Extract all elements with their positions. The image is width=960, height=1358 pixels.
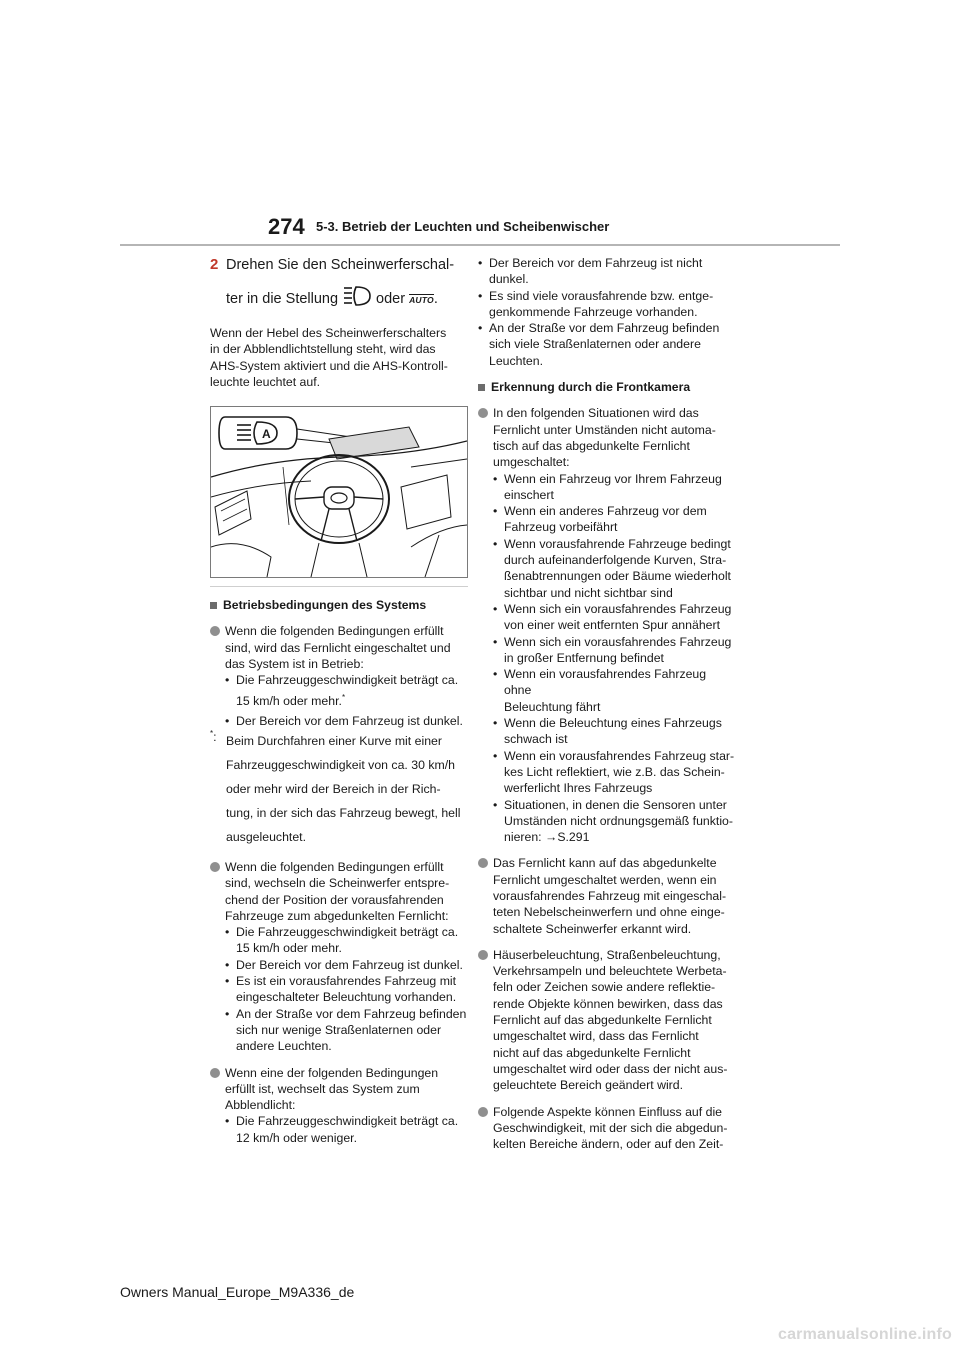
step-line-1: Drehen Sie den Scheinwerferschal- [226, 257, 455, 273]
list-item: • Wenn ein anderes Fahrzeug vor dem Fahrzeug vorbeifährt [493, 504, 707, 535]
camera-speed-note: Folgende Aspekte können Einfluss auf die Geschwindigkeit, mit der sich die abgedun- kelten Bereiche ändern, oder auf den Zeit- [478, 1104, 736, 1153]
left-column [210, 255, 468, 1146]
intro-paragraph: Wenn der Hebel des Scheinwerferschalters in der Abblendlichtstellung steht, wird das AHS-System aktiviert und die AHS-Kontroll- leuchte leuchtet auf. [210, 326, 448, 389]
bullet-circle-icon [478, 408, 488, 418]
bullet-circle-icon [478, 950, 488, 960]
camera-reflection-note: Häuserbeleuchtung, Straßenbeleuchtung, Verkehrsampeln und beleuchtete Werbeta- feln oder Zeichen sowie andere reflektie- rende Objekte können bewirken, dass das Fernlicht auf das abgedunkelte Fernlicht umgeschaltet wird, dass das Fernlicht nicht auf das abgedunkelte Fernlicht umgeschaltet wird oder dass der nicht aus- geleuchtete Bereich geändert wird. [478, 947, 736, 1094]
footnote: *: Beim Durchfahren einer Kurve mit einer Fahrzeuggeschwindigkeit von ca. 30 km/h oder mehr wird der Bereich in der Rich- tung, in der sich das Fahrzeug bewegt, hell ausgeleuchtet. [210, 728, 461, 844]
header-rule [120, 244, 840, 246]
list-item: • Der Bereich vor dem Fahrzeug ist dunkel. [225, 957, 463, 972]
list-item: • Wenn ein Fahrzeug vor Ihrem Fahrzeug einschert [493, 471, 722, 502]
condition-low-beam: Wenn eine der folgenden Bedingungen erfüllt ist, wechselt das System zum Abblendlicht: • Die Fahrzeuggeschwindigkeit beträgt ca. 12 km/h oder weniger. [210, 1065, 468, 1146]
illustration-rule [210, 586, 468, 587]
bullet-circle-icon [478, 858, 488, 868]
page-reference-link[interactable]: nieren: →S.291 [504, 830, 590, 845]
step-line-2: ter in die Stellung [226, 291, 339, 307]
condition-adaptive-high-beam: Wenn die folgenden Bedingungen erfüllt sind, wechseln die Scheinwerfer entspre- chend der Position der vorausfahrenden Fahrzeuge zum abgedunkelten Fernlicht: • Die Fahrzeuggeschwindigkeit beträgt ca. 15 km/h oder mehr. • Der Bereich vor dem Fahrzeug ist dunkel. • Es ist ein vorausfahrendes Fahrzeug mit eingeschalteter Beleuchtung vorhanden. • An der Straße vor dem Fahrzeug befinden sich nur wenige Straßenlaternen oder andere Leuchten. [210, 859, 468, 1055]
list-item: • Der Bereich vor dem Fahrzeug ist nicht dunkel. [478, 256, 703, 287]
list-item: • Die Fahrzeuggeschwindigkeit beträgt ca. 15 km/h oder mehr. [225, 925, 459, 956]
heading-square-icon [210, 602, 217, 609]
camera-situations: In den folgenden Situationen wird das Fernlicht unter Umständen nicht automa- tisch auf das abgedunkelte Fernlicht umgeschaltet: • Wenn ein Fahrzeug vor Ihrem Fahrzeug einschert • Wenn ein anderes Fahrzeug vor dem Fahrzeug vorbeifährt • Wenn vorausfahrende Fahrzeuge bedingt durch aufeinanderfolgende Kurven, Stra- ßenabtrennungen oder Bäume wiederholt sichtbar und nicht sichtbar sind • Wenn sich ein vorausfahrendes Fahrzeug von einer weit entfernten Spur annähert • Wenn sich ein vorausfahrendes Fahrzeug in großer Entfernung befindet • Wenn ein vorausfahrendes Fahrzeug ohne Beleuchtung fährt • Wenn die Beleuchtung eines Fahrzeugs schwach ist • Wenn ein vorausfahrendes Fahrzeug star- kes Licht reflektiert, wie z.B. das Schein- werferlicht Ihres Fahrzeugs • Situationen, in denen die Sensoren unter Umständen nicht ordnungsgemäß funktio- nieren: →S.291 [478, 405, 736, 845]
heading-operating-conditions: Betriebsbedingungen des Systems [210, 597, 468, 613]
list-item: • Die Fahrzeuggeschwindigkeit beträgt ca. 12 km/h oder weniger. [225, 1114, 459, 1145]
list-item: • Situationen, in denen die Sensoren unter Umständen nicht ordnungsgemäß funktio- nieren: →S.291 [493, 797, 736, 846]
bullet-circle-icon [210, 1068, 220, 1078]
list-item: • Wenn ein vorausfahrendes Fahrzeug star- kes Licht reflektiert, wie z.B. das Schein- werferlicht Ihres Fahrzeugs [493, 748, 735, 796]
bullet-circle-icon [210, 626, 220, 636]
auto-high-beam-icon [342, 285, 372, 313]
svg-text:A: A [262, 427, 271, 442]
camera-fog-lights-note: Das Fernlicht kann auf das abgedunkelte Fernlicht umgeschaltet werden, wenn ein vorausfahrendes Fahrzeug mit eingeschal- teten Nebelscheinwerfern und ohne einge- schaltete Scheinwerfer erkannt wird. [478, 855, 736, 936]
bullet-circle-icon [210, 862, 220, 872]
list-item: • Wenn sich ein vorausfahrendes Fahrzeug in großer Entfernung befindet [493, 634, 732, 665]
list-item: • Wenn vorausfahrende Fahrzeuge bedingt durch aufeinanderfolgende Kurven, Stra- ßenabtrennungen oder Bäume wiederholt sichtbar und nicht sichtbar sind [493, 536, 731, 600]
section-title: 5-3. Betrieb der Leuchten und Scheibenwischer [316, 219, 610, 234]
watermark: carmanualsonline.info [777, 1326, 952, 1343]
list-item: • An der Straße vor dem Fahrzeug befinden sich viele Straßenlaternen oder andere Leuchten. [478, 321, 720, 368]
heading-front-camera: Erkennung durch die Frontkamera [478, 379, 736, 395]
step-2: 2 Drehen Sie den Scheinwerferschal- ter in die Stellung oder AUTO . [210, 255, 468, 313]
list-item: • Wenn die Beleuchtung eines Fahrzeugs schwach ist [493, 716, 722, 747]
auto-icon: AUTO [409, 295, 434, 305]
list-item: • Der Bereich vor dem Fahrzeug ist dunkel. [225, 713, 463, 728]
condition-high-beam-on: Wenn die folgenden Bedingungen erfüllt sind, wird das Fernlicht eingeschaltet und das System ist in Betrieb: • Die Fahrzeuggeschwindigkeit beträgt ca. 15 km/h oder mehr.* • Der Bereich vor dem Fahrzeug ist dunkel. [210, 623, 468, 728]
list-item: • Es sind viele vorausfahrende bzw. entge- genkommende Fahrzeuge vorhanden. [478, 288, 714, 319]
list-item: • Die Fahrzeuggeschwindigkeit beträgt ca. 15 km/h oder mehr.* [225, 673, 459, 708]
list-item: • An der Straße vor dem Fahrzeug befinden sich nur wenige Straßenlaternen oder andere Leuchten. [225, 1006, 467, 1054]
list-item: • Es ist ein vorausfahrendes Fahrzeug mit eingeschalteter Beleuchtung vorhanden. [225, 974, 457, 1005]
heading-square-icon [478, 384, 485, 391]
manual-id: Owners Manual_Europe_M9A336_de [120, 1284, 355, 1300]
list-item: • Wenn sich ein vorausfahrendes Fahrzeug von einer weit entfernten Spur annähert [493, 601, 732, 633]
right-column [478, 255, 736, 1152]
step-or: oder [376, 291, 406, 307]
dashboard-illustration [210, 406, 468, 578]
step-number: 2 [210, 256, 219, 273]
list-item: • Wenn ein vorausfahrendes Fahrzeug ohne Beleuchtung fährt [493, 667, 707, 714]
bullet-circle-icon [478, 1107, 488, 1117]
page-number: 274 [268, 214, 305, 239]
